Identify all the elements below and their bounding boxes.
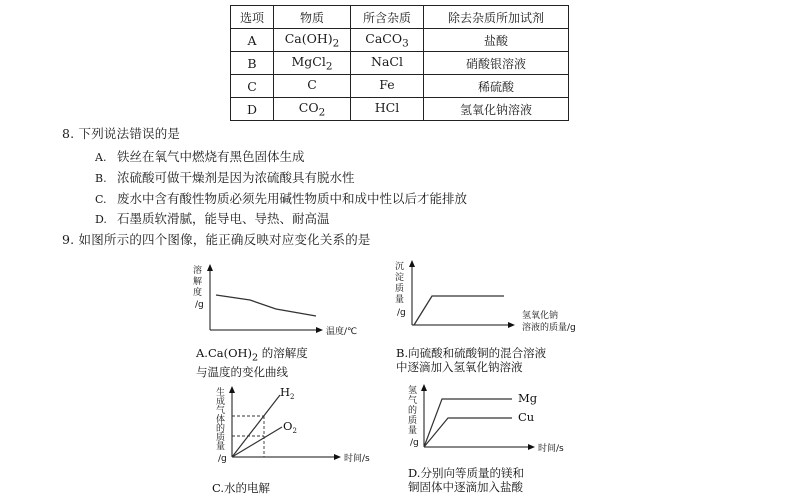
option-text: 石墨质软滑腻，能导电、导热、耐高温	[117, 211, 330, 226]
reagent-cell: 氢氧化钠溶液	[424, 98, 569, 121]
y-axis-label-char: 的	[216, 424, 226, 434]
option-letter: B.	[95, 172, 107, 185]
option-letter: D.	[95, 213, 107, 226]
substance-cell	[274, 75, 351, 98]
formula-text: MgCl	[291, 53, 326, 69]
option-c	[95, 189, 467, 207]
y-axis-label-char: 质	[216, 433, 226, 443]
table-header-row	[231, 6, 569, 29]
y-axis-label-char: 质	[408, 416, 418, 426]
formula-text: C	[307, 76, 317, 92]
option-cell: D	[231, 98, 274, 121]
question-text: 下列说法错误的是	[78, 126, 181, 141]
y-axis-unit: /g	[397, 308, 406, 318]
y-axis-label-char: 体	[216, 415, 226, 425]
caption-line: 铜固体中逐滴加入盐酸	[408, 480, 523, 494]
option-a	[95, 147, 305, 165]
y-axis-label-char: 度	[193, 288, 203, 298]
y-axis-label-char: 淀	[395, 273, 405, 283]
graph-d-caption	[408, 466, 524, 494]
y-axis-unit: /g	[218, 454, 227, 464]
formula-subscript: 3	[402, 37, 409, 50]
y-axis-label-char: 气	[408, 396, 418, 406]
caption-text: A.Ca(OH)	[196, 346, 253, 360]
table-row	[231, 75, 569, 98]
formula-text: Ca(OH)	[284, 30, 333, 46]
graph-b-caption	[396, 346, 546, 374]
option-cell: A	[231, 29, 274, 52]
y-axis-label-char: 生	[216, 388, 226, 398]
reagent-cell: 硝酸银溶液	[424, 52, 569, 75]
h2-label: $H_2$	[280, 385, 295, 401]
x-axis-label: 温度/℃	[326, 327, 358, 337]
table-header-cell: 除去杂质所加试剂	[424, 6, 569, 29]
formula-text: CO	[298, 99, 319, 115]
caption-line	[196, 346, 308, 365]
option-text: 浓硫酸可做干燥剂是因为浓硫酸具有脱水性	[117, 170, 355, 185]
y-axis-label-char: 解	[193, 277, 203, 287]
impurity-cell	[351, 98, 424, 121]
substance-cell	[274, 98, 351, 121]
y-axis-unit: /g	[410, 438, 419, 448]
cu-label: Cu	[518, 410, 535, 424]
y-axis-label-char: 质	[395, 284, 405, 294]
caption-subscript: 2	[252, 352, 259, 364]
graph-c	[212, 383, 382, 478]
table-row	[231, 52, 569, 75]
graph-c-caption	[212, 481, 270, 495]
question-text: 如图所示的四个图像，能正确反映对应变化关系的是	[78, 232, 371, 247]
y-axis-label-char: 氢	[408, 386, 418, 396]
y-axis-label-char: 的	[408, 406, 418, 416]
x-axis-label-line: 溶液的质量/g	[522, 323, 576, 333]
y-axis-label-char: 气	[216, 406, 226, 416]
mg-curve	[424, 399, 512, 447]
x-axis-label: 时间/s	[538, 444, 564, 454]
graph-a-caption	[196, 346, 308, 379]
caption-line: C.水的电解	[212, 481, 271, 495]
x-axis-label: 时间/s	[344, 454, 370, 464]
option-text: 废水中含有酸性物质必须先用碱性物质中和成中性以后才能排放	[117, 191, 468, 206]
caption-text: 的溶解度	[258, 346, 308, 360]
option-letter: C.	[95, 193, 107, 206]
formula-text: NaCl	[371, 53, 403, 69]
o2-label: $O_2$	[283, 419, 297, 435]
question-number: 8.	[62, 126, 75, 141]
formula-text: HCl	[374, 99, 400, 115]
graph-b	[392, 255, 592, 345]
formula-text: CaCO	[365, 30, 403, 46]
table-header-cell: 选项	[231, 6, 274, 29]
table-row	[231, 98, 569, 121]
table-header-cell: 所含杂质	[351, 6, 424, 29]
reagent-cell: 盐酸	[424, 29, 569, 52]
formula-subscript: 2	[332, 37, 340, 50]
option-d	[95, 209, 330, 227]
substance-cell	[274, 29, 351, 52]
question-number: 9.	[62, 232, 75, 247]
caption-line: 中逐滴加入氢氧化钠溶液	[396, 360, 523, 374]
solubility-curve	[216, 295, 316, 316]
y-axis-label-char: 沉	[395, 262, 405, 272]
option-b	[95, 168, 355, 186]
substance-cell	[274, 52, 351, 75]
option-cell: B	[231, 52, 274, 75]
option-letter: A.	[95, 151, 107, 164]
reagent-cell: 稀硫酸	[424, 75, 569, 98]
option-cell: C	[231, 75, 274, 98]
reagent-table	[230, 5, 569, 121]
question-9-stem	[62, 230, 371, 248]
impurity-cell	[351, 52, 424, 75]
h2-line	[232, 395, 280, 457]
formula-subscript: 2	[318, 106, 326, 119]
caption-line: 与温度的变化曲线	[196, 365, 288, 380]
y-axis-label-char: 量	[216, 442, 226, 452]
y-axis-label-char: 量	[395, 295, 405, 305]
formula-subscript: 2	[325, 60, 333, 73]
impurity-cell	[351, 75, 424, 98]
option-text: 铁丝在氧气中燃烧有黑色固体生成	[117, 149, 305, 164]
y-axis-label-char: 量	[408, 426, 418, 436]
question-8-stem	[62, 124, 180, 142]
y-axis-label-char: 成	[216, 397, 226, 407]
caption-line: D.分别向等质量的镁和	[408, 466, 524, 480]
x-axis-label-line: 氢氧化钠	[522, 311, 559, 321]
y-axis-unit: /g	[195, 300, 204, 310]
table-header-cell: 物质	[274, 6, 351, 29]
graph-d	[404, 383, 579, 463]
formula-text: Fe	[379, 76, 395, 92]
impurity-cell	[351, 29, 424, 52]
table-row	[231, 29, 569, 52]
y-axis-label-char: 溶	[193, 266, 203, 276]
mg-label: Mg	[518, 391, 538, 405]
graph-a	[190, 255, 380, 345]
cu-curve	[424, 418, 512, 447]
precipitate-curve	[414, 296, 504, 325]
caption-line: B.向硫酸和硫酸铜的混合溶液	[396, 346, 547, 360]
o2-line	[232, 427, 282, 457]
